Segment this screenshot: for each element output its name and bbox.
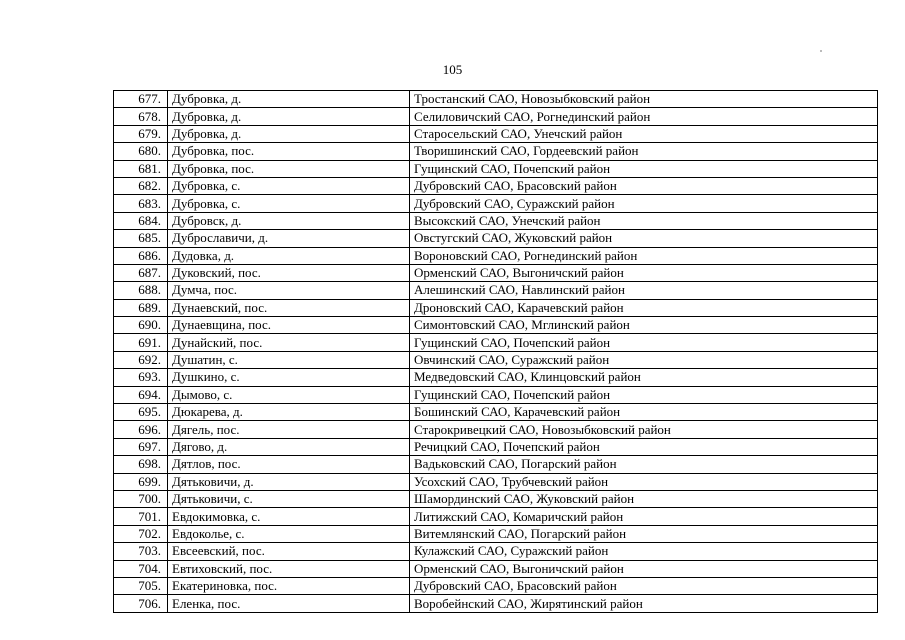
administrative-area: Дубровский САО, Брасовский район xyxy=(410,177,878,194)
row-number: 698. xyxy=(114,456,168,473)
settlement-name: Дуковский, пос. xyxy=(168,264,410,281)
administrative-area: Овстугский САО, Жуковский район xyxy=(410,230,878,247)
administrative-area: Кулажский САО, Суражский район xyxy=(410,543,878,560)
administrative-area: Селиловичский САО, Рогнединский район xyxy=(410,108,878,125)
settlement-name: Дягово, д. xyxy=(168,438,410,455)
row-number: 686. xyxy=(114,247,168,264)
row-number: 693. xyxy=(114,369,168,386)
settlement-name: Душкино, с. xyxy=(168,369,410,386)
settlement-name: Дубровка, пос. xyxy=(168,143,410,160)
administrative-area: Высокский САО, Унечский район xyxy=(410,212,878,229)
row-number: 678. xyxy=(114,108,168,125)
settlement-name: Думча, пос. xyxy=(168,282,410,299)
settlement-name: Дягель, пос. xyxy=(168,421,410,438)
table-row xyxy=(114,143,878,160)
settlement-name: Евтиховский, пос. xyxy=(168,560,410,577)
table-row xyxy=(114,317,878,334)
administrative-area: Бошинский САО, Карачевский район xyxy=(410,404,878,421)
page-number: 105 xyxy=(442,62,463,77)
settlement-name: Дунаевщина, пос. xyxy=(168,317,410,334)
table-row xyxy=(114,473,878,490)
table-row xyxy=(114,525,878,542)
row-number: 694. xyxy=(114,386,168,403)
row-number: 702. xyxy=(114,525,168,542)
table-row xyxy=(114,334,878,351)
table-row xyxy=(114,490,878,507)
table-row xyxy=(114,438,878,455)
administrative-area: Вадьковский САО, Погарский район xyxy=(410,456,878,473)
table-row xyxy=(114,404,878,421)
row-number: 691. xyxy=(114,334,168,351)
row-number: 704. xyxy=(114,560,168,577)
settlement-name: Еленка, пос. xyxy=(168,595,410,612)
administrative-area: Дроновский САО, Карачевский район xyxy=(410,299,878,316)
settlement-name: Дубровка, д. xyxy=(168,91,410,108)
administrative-area: Речицкий САО, Почепский район xyxy=(410,438,878,455)
table-body xyxy=(114,91,878,613)
table-row xyxy=(114,212,878,229)
table-row xyxy=(114,195,878,212)
table-row xyxy=(114,508,878,525)
row-number: 699. xyxy=(114,473,168,490)
administrative-area: Орменский САО, Выгоничский район xyxy=(410,264,878,281)
table-row xyxy=(114,177,878,194)
row-number: 706. xyxy=(114,595,168,612)
settlement-name: Дубровка, пос. xyxy=(168,160,410,177)
settlement-name: Дубровка, д. xyxy=(168,125,410,142)
administrative-area: Алешинский САО, Навлинский район xyxy=(410,282,878,299)
row-number: 696. xyxy=(114,421,168,438)
table-row xyxy=(114,595,878,612)
row-number: 700. xyxy=(114,490,168,507)
row-number: 692. xyxy=(114,351,168,368)
administrative-area: Орменский САО, Выгоничский район xyxy=(410,560,878,577)
row-number: 689. xyxy=(114,299,168,316)
row-number: 683. xyxy=(114,195,168,212)
administrative-area: Воробейнский САО, Жирятинский район xyxy=(410,595,878,612)
settlement-name: Дубровск, д. xyxy=(168,212,410,229)
table-row xyxy=(114,230,878,247)
table-row xyxy=(114,560,878,577)
row-number: 690. xyxy=(114,317,168,334)
administrative-area: Тростанский САО, Новозыбковский район xyxy=(410,91,878,108)
table-row xyxy=(114,543,878,560)
row-number: 682. xyxy=(114,177,168,194)
settlement-name: Евдоколье, с. xyxy=(168,525,410,542)
table-row xyxy=(114,299,878,316)
settlement-name: Екатериновка, пос. xyxy=(168,577,410,594)
row-number: 703. xyxy=(114,543,168,560)
table-row xyxy=(114,125,878,142)
administrative-area: Гущинский САО, Почепский район xyxy=(410,386,878,403)
settlement-name: Дюкарева, д. xyxy=(168,404,410,421)
settlement-name: Дудовка, д. xyxy=(168,247,410,264)
settlement-name: Евдокимовка, с. xyxy=(168,508,410,525)
table-row xyxy=(114,386,878,403)
settlement-name: Дунайский, пос. xyxy=(168,334,410,351)
settlement-name: Дятьковичи, д. xyxy=(168,473,410,490)
administrative-area: Старосельский САО, Унечский район xyxy=(410,125,878,142)
table-row xyxy=(114,369,878,386)
settlement-name: Евсеевский, пос. xyxy=(168,543,410,560)
administrative-area: Дубровский САО, Суражский район xyxy=(410,195,878,212)
row-number: 679. xyxy=(114,125,168,142)
administrative-area: Гущинский САО, Почепский район xyxy=(410,160,878,177)
settlements-table xyxy=(113,90,878,613)
administrative-area: Вороновский САО, Рогнединский район xyxy=(410,247,878,264)
table-row xyxy=(114,421,878,438)
table-row xyxy=(114,577,878,594)
settlement-name: Дуброславичи, д. xyxy=(168,230,410,247)
settlement-name: Дубровка, с. xyxy=(168,195,410,212)
settlement-name: Дятлов, пос. xyxy=(168,456,410,473)
administrative-area: Литижский САО, Комаричский район xyxy=(410,508,878,525)
administrative-area: Дубровский САО, Брасовский район xyxy=(410,577,878,594)
row-number: 681. xyxy=(114,160,168,177)
administrative-area: Старокривецкий САО, Новозыбковский район xyxy=(410,421,878,438)
administrative-area: Усохский САО, Трубчевский район xyxy=(410,473,878,490)
row-number: 697. xyxy=(114,438,168,455)
table-row xyxy=(114,91,878,108)
settlement-name: Дымово, с. xyxy=(168,386,410,403)
row-number: 684. xyxy=(114,212,168,229)
administrative-area: Овчинский САО, Суражский район xyxy=(410,351,878,368)
scan-speck xyxy=(820,50,822,52)
row-number: 688. xyxy=(114,282,168,299)
settlement-name: Дятьковичи, с. xyxy=(168,490,410,507)
table-row xyxy=(114,456,878,473)
settlement-name: Душатин, с. xyxy=(168,351,410,368)
administrative-area: Шамординский САО, Жуковский район xyxy=(410,490,878,507)
table-row xyxy=(114,351,878,368)
settlement-name: Дубровка, д. xyxy=(168,108,410,125)
administrative-area: Витемлянский САО, Погарский район xyxy=(410,525,878,542)
row-number: 695. xyxy=(114,404,168,421)
row-number: 705. xyxy=(114,577,168,594)
administrative-area: Гущинский САО, Почепский район xyxy=(410,334,878,351)
row-number: 677. xyxy=(114,91,168,108)
administrative-area: Медведовский САО, Клинцовский район xyxy=(410,369,878,386)
table-row xyxy=(114,282,878,299)
administrative-area: Творишинский САО, Гордеевский район xyxy=(410,143,878,160)
row-number: 685. xyxy=(114,230,168,247)
row-number: 701. xyxy=(114,508,168,525)
table-row xyxy=(114,160,878,177)
settlement-name: Дунаевский, пос. xyxy=(168,299,410,316)
table-row xyxy=(114,247,878,264)
table-row xyxy=(114,264,878,281)
administrative-area: Симонтовский САО, Мглинский район xyxy=(410,317,878,334)
settlement-name: Дубровка, с. xyxy=(168,177,410,194)
row-number: 680. xyxy=(114,143,168,160)
row-number: 687. xyxy=(114,264,168,281)
table-row xyxy=(114,108,878,125)
